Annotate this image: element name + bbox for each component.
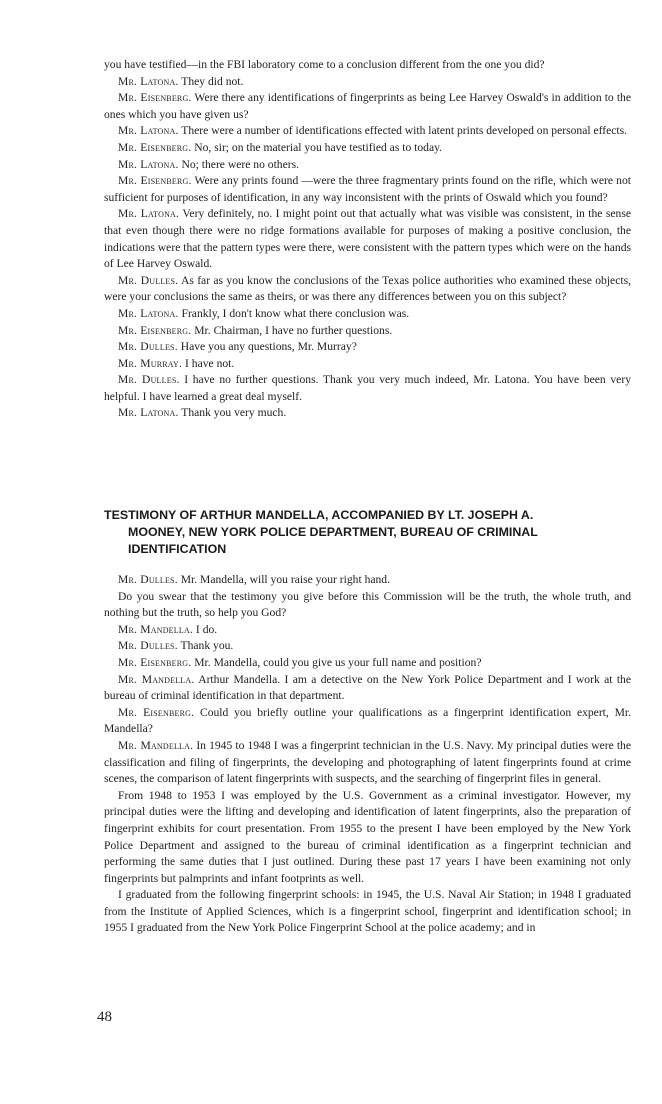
speaker-name: Mr. Murray. [118, 356, 183, 370]
paragraph [104, 90, 631, 123]
paragraph-text: Have you any questions, Mr. Murray? [177, 340, 357, 354]
paragraph-text: Mr. Mandella, could you give us your full name and position? [191, 655, 482, 669]
paragraph [104, 738, 631, 788]
heading-line-3: IDENTIFICATION [128, 542, 227, 556]
speaker-name: Mr. Dulles. [118, 340, 178, 354]
paragraph-text: They did not. [178, 74, 244, 88]
paragraph [104, 672, 631, 705]
speaker-name: Mr. Dulles. [118, 639, 178, 653]
paragraph [104, 572, 631, 589]
speaker-name: Mr. Dulles. [118, 273, 179, 287]
paragraph [104, 339, 631, 356]
heading-line-1: TESTIMONY OF ARTHUR MANDELLA, ACCOMPANIED BY LT. JOSEPH A. [104, 508, 534, 522]
paragraph [104, 123, 631, 140]
paragraph-text: From 1948 to 1953 I was employed by the U.S. Government as a criminal investigator. However, my principal duties were the lifting and developing and identification of latent fingerprints, also the preparation of fingerprint exhibits for court presentation. From 1955 to the present I have been employed by the New York Police Department and assigned to the bureau of criminal identification as a fingerprint technician and performing the same duties that I just outlined. During these past 17 years I have been examining not only fingerprints but palmprints and infant footprints as well. [104, 788, 631, 885]
paragraph [104, 372, 631, 405]
paragraph-text: I have not. [182, 356, 235, 370]
paragraph [104, 405, 631, 422]
paragraph-text: Mr. Mandella, will you raise your right hand. [177, 573, 391, 586]
paragraph-text: As far as you know the conclusions of the Texas police authorities who examined these objects, were your conclusions the same as theirs, or was there any differences between you on this subject? [104, 273, 631, 304]
paragraph-text: No; there were no others. [178, 157, 299, 171]
paragraph-text: you have testified—in the FBI laboratory come to a conclusion different from the one you did? [104, 58, 545, 71]
paragraph [104, 705, 631, 738]
paragraph-text: I have no further questions. Thank you very much indeed, Mr. Latona. You have been very helpful. I have learned a great deal myself. [104, 373, 631, 403]
paragraph [104, 589, 631, 622]
mandella-testimony [104, 572, 631, 937]
testimony-heading [104, 507, 631, 558]
paragraph-text: No, sir; on the material you have testified as to today. [191, 140, 443, 154]
speaker-name: Mr. Latona. [118, 306, 179, 320]
paragraph [104, 273, 631, 306]
speaker-name: Mr. Mandella. [118, 738, 194, 752]
speaker-name: Mr. Eisenberg. [118, 174, 192, 188]
paragraph-text: I graduated from the following fingerprint schools: in 1945, the U.S. Naval Air Station; in 1948 I graduated from the Institute of Applied Sciences, which is a fingerprint school, fingerprint and identification school; in 1955 I graduated from the New York Police Fingerprint School at the police academy; and in [104, 888, 631, 935]
paragraph-text: Frankly, I don't know what there conclusion was. [178, 306, 410, 320]
paragraph [104, 74, 631, 91]
paragraph-text: In 1945 to 1948 I was a fingerprint technician in the U.S. Navy. My principal duties were the classification and filing of fingerprints, the developing and photographing of latent fingerprints found at crime scenes, the comparison of latent fingerprints with suspects, and the searching of fingerprint files in general. [104, 738, 631, 786]
speaker-name: Mr. Latona. [118, 124, 179, 138]
paragraph [104, 206, 631, 272]
paragraph-text: Very definitely, no. I might point out that actually what was visible was consistent, in the sense that even though there were no ridge formations available for purposes of making a positive conclusion, the indications were that the pattern types were there, were consistent with the pattern types which were on the hands of Lee Harvey Oswald. [104, 207, 631, 271]
paragraph-text: There were a number of identifications effected with latent prints developed on personal effects. [178, 124, 628, 138]
paragraph [104, 173, 631, 206]
paragraph [104, 788, 631, 888]
paragraph-text: Thank you. [177, 639, 234, 653]
paragraph [104, 622, 631, 639]
paragraph-text: Were there any identifications of fingerprints as being Lee Harvey Oswald's in addition to the ones which you have given us? [104, 91, 631, 121]
speaker-name: Mr. Latona. [118, 157, 179, 171]
speaker-name: Mr. Latona. [118, 207, 180, 221]
page-number: 48 [97, 1009, 112, 1025]
paragraph-text: Thank you very much. [178, 406, 287, 420]
speaker-name: Mr. Dulles. [118, 373, 180, 387]
speaker-name: Mr. Dulles. [118, 573, 178, 586]
speaker-name: Mr. Eisenberg. [118, 91, 192, 105]
paragraph-text: Were any prints found —were the three fragmentary prints found on the rifle, which were not sufficient for purposes of identification, in any way inconsistent with the prints of Oswald which you found? [104, 174, 631, 204]
paragraph [104, 157, 631, 174]
paragraph-text: Mr. Chairman, I have no further questions. [191, 323, 393, 337]
paragraph-text: I do. [193, 622, 218, 636]
paragraph [104, 356, 631, 373]
speaker-name: Mr. Eisenberg. [118, 705, 195, 719]
paragraph-text: Could you briefly outline your qualifications as a fingerprint identification expert, Mr. Mandella? [104, 705, 631, 736]
speaker-name: Mr. Eisenberg. [118, 323, 192, 337]
paragraph-text: Do you swear that the testimony you give before this Commission will be the truth, the whole truth, and nothing but the truth, so help you God? [104, 589, 631, 620]
speaker-name: Mr. Mandella. [118, 672, 195, 686]
speaker-name: Mr. Latona. [118, 74, 179, 88]
testimony-continued [104, 57, 631, 422]
paragraph [104, 323, 631, 340]
paragraph [104, 887, 631, 937]
paragraph-text: Arthur Mandella. I am a detective on the New York Police Department and I work at the bureau of criminal identification in that department. [104, 672, 631, 703]
paragraph [104, 140, 631, 157]
heading-line-2: MOONEY, NEW YORK POLICE DEPARTMENT, BUREAU OF CRIMINAL [128, 525, 538, 539]
paragraph [104, 57, 631, 74]
paragraph [104, 655, 631, 672]
speaker-name: Mr. Eisenberg. [118, 655, 192, 669]
speaker-name: Mr. Latona. [118, 406, 179, 420]
speaker-name: Mr. Mandella. [118, 622, 194, 636]
speaker-name: Mr. Eisenberg. [118, 140, 192, 154]
paragraph [104, 638, 631, 655]
paragraph [104, 306, 631, 323]
